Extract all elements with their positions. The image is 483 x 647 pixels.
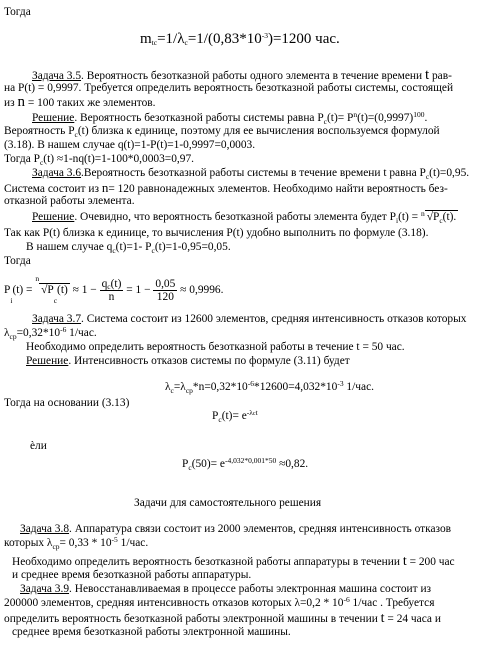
text-line: Система состоит из n= 120 равнонадежных элементов. Необходимо найти вероятность без- [4, 180, 448, 195]
section-heading: Задачи для самостоятельного решения [134, 497, 322, 509]
text-line: $\lambda_{ср}=0,32*10^{-6}$ 1/час. [4, 325, 97, 341]
text-line: (3.18). В нашем случае q(t)=1-P(t)=1-0,9997=0,0003. [4, 139, 256, 151]
solution-3-5: Решение. Вероятность безотказной работы системы равна $P_c(t)= P^n(t)=(0,9997)^{100}$. [32, 110, 428, 126]
text-line: определить вероятность безотказной работы электронной машины в течении t = 24 часа и [4, 611, 441, 626]
text-line: Тогда $P_c(t) \approx 1-nq(t)=1-100*0,0003=0,97$. [4, 153, 194, 167]
text-line: Тогда [4, 6, 31, 18]
text-line: из n = 100 таких же элементов. [4, 94, 156, 110]
text-line: Тогда на основании (3.13) [4, 397, 130, 409]
text-line: 200000 элементов, средняя интенсивность отказов которых $\lambda=0,2 * 10^{-6}$ 1/час . Требуется [4, 595, 435, 609]
text-line: Так как P(t) близка к единице, то вычисления P(t) удобно выполнить по формуле (3.18). [4, 227, 429, 239]
text-line: Необходимо определить вероятность безотказной работы аппаратуры в течении t = 200 час [12, 554, 455, 569]
text-line: В нашем случае $q_c(t)=1-$ $P_c(t)=1-0,95=0,05$. [26, 241, 231, 255]
text-line: которых $\lambda_{ср}= 0,33 * 10^{-5}$ 1/час. [4, 535, 149, 551]
formula-pc50: $P_c(50)= e^{-4,032*0,001*50} \approx 0,82$. [182, 456, 309, 472]
text-line: Необходимо определить вероятность безотказной работы в течение t = 50 час. [26, 341, 405, 353]
text-line: отказной работы элемента. [4, 195, 135, 207]
task-3-7-heading: Задача 3.7. Система состоит из 12600 элементов, средняя интенсивность отказов которых [32, 313, 467, 325]
text-line: на P(t) = 0,9997. Требуется определить вероятность безотказной работы системы, состоящей [4, 82, 454, 94]
text-line: Вероятность $P_c(t)$ близка к единице, поэтому для ее вычисления воспользуемся формулой [4, 125, 440, 139]
formula-pi: $P_i(t) = ^n√P_c(t) \approx 1$ − $\frac{q_c(t)}{n}$ = 1 − $\frac{0,05}{120}$ ≈ 0,9996. [4, 274, 224, 305]
task-3-6-heading: Задача 3.6.Вероятность безотказной работы системы в течение времени t равна $P_c(t)=0,95$. [32, 167, 470, 181]
task-3-8-heading: Задача 3.8. Аппаратура связи состоит из 2000 элементов, средняя интенсивность отказов [20, 523, 452, 535]
task-3-9-heading: Задача 3.9. Невосстанавливаемая в процессе работы электронная машина состоит из [20, 583, 432, 595]
text-line: Тогда [4, 255, 31, 267]
text-line: и среднее время безотказной работы аппаратуры. [12, 569, 252, 581]
formula-lambda: $\lambda_c=\lambda_{ср}*n=0,32*10^{-6}*12600=4,032*10^{-3}$ 1/час. [165, 379, 374, 395]
task-3-5-heading: Задача 3.5. Вероятность безотказной работы одного элемента в течение времени t рав- [32, 67, 452, 83]
solution-3-6: Решение. Очевидно, что вероятность безотказной работы элемента будет $P_i(t) = ^n$ $√P_c(t)$. [32, 209, 457, 225]
formula-pc: $P_c(t)= e^{-\lambda ct}$ [212, 408, 258, 424]
formula-mtc: $m_{tc}=1/\lambda_c=1/(0,83*10^{-3})=1200$ час. [140, 31, 340, 47]
text-line: среднее время безотказной работы электронной машины. [12, 626, 291, 638]
text-line: èли [30, 440, 47, 452]
solution-3-7: Решение. Интенсивность отказов системы по формуле (3.11) будет [26, 355, 350, 367]
